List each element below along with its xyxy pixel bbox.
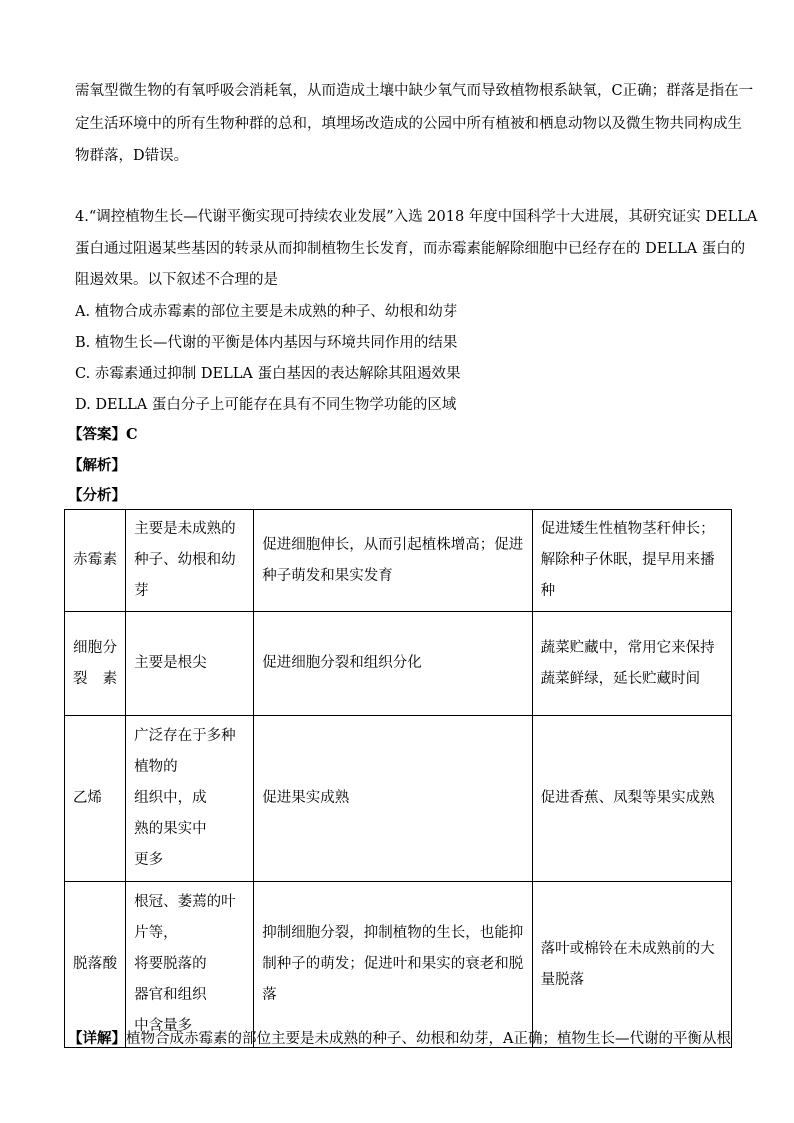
table-row [65,716,732,882]
synthesis-site [126,882,254,1048]
detail-paragraph [68,1029,731,1049]
site-line: 更多 [134,852,164,868]
hormone-name: 细胞分裂素 [65,612,126,716]
hormone-name: 赤霉素 [65,510,126,612]
main-function: 促进细胞分裂和组织分化 [254,612,532,716]
hormone-name: 脱落酸 [65,882,126,1048]
detail-label: 【详解】 [68,1030,126,1047]
site-line: 中含量多 [134,1018,193,1034]
application: 落叶或棉铃在未成熟前的大量脱落 [532,882,731,1048]
intro-line-2: 定生活环境中的所有生物种群的总和，填埋场改造成的公园中所有植被和栖息动物以及微生物共同构成生 [75,116,742,132]
synthesis-site: 主要是未成熟的种子、幼根和幼芽 [126,510,254,612]
site-line: 广泛存在于多种植物的 [134,728,236,775]
detail-text: 植物合成赤霉素的部位主要是未成熟的种子、幼根和幼芽，A正确；植物生长—代谢的平衡从根 [126,1031,731,1047]
site-line: 将要脱落的 [134,956,207,972]
hormone-name: 乙烯 [65,716,126,882]
table-row [65,510,732,612]
main-function: 促进细胞伸长，从而引起植株增高；促进种子萌发和果实发育 [254,510,532,612]
option-d: D. DELLA 蛋白分子上可能存在具有不同生物学功能的区域 [75,397,457,413]
answer-label: 【答案】C [68,426,138,443]
intro-line-3: 物群落，D错误。 [75,148,189,164]
question-stem-line-3: 阻遏效果。以下叙述不合理的是 [75,272,278,288]
site-line: 熟的果实中 [134,821,207,837]
breakdown-label: 【分析】 [68,487,126,504]
application: 促进香蕉、凤梨等果实成熟 [532,716,731,882]
site-line: 器官和组织 [134,987,207,1003]
analysis-label: 【解析】 [68,457,126,474]
intro-line-1: 需氧型微生物的有氧呼吸会消耗氧，从而造成土壤中缺少氧气而导致植物根系缺氧，C正确；群落是指在一 [75,83,754,99]
application: 促进矮生性植物茎秆伸长；解除种子休眠，提早用来播种 [532,510,731,612]
table-row [65,882,732,1048]
synthesis-site: 主要是根尖 [126,612,254,716]
hormone-table [64,509,732,1048]
site-line: 组织中，成 [134,790,207,806]
option-a: A. 植物合成赤霉素的部位主要是未成熟的种子、幼根和幼芽 [75,304,458,320]
site-line: 根冠、萎蔫的叶片等， [134,894,236,941]
question-stem-line-1: 4.“调控植物生长—代谢平衡实现可持续农业发展”入选 2018 年度中国科学十大进展，其研究证实 DELLA [75,209,758,225]
option-c: C. 赤霉素通过抑制 DELLA 蛋白基因的表达解除其阻遏效果 [75,366,461,382]
main-function: 促进果实成熟 [254,716,532,882]
main-function: 抑制细胞分裂，抑制植物的生长，也能抑制种子的萌发；促进叶和果实的衰老和脱落 [254,882,532,1048]
option-b: B. 植物生长—代谢的平衡是体内基因与环境共同作用的结果 [75,335,458,351]
application: 蔬菜贮藏中，常用它来保持蔬菜鲜绿，延长贮藏时间 [532,612,731,716]
question-stem-line-2: 蛋白通过阻遏某些基因的转录从而抑制植物生长发育，而赤霉素能解除细胞中已经存在的 DELLA 蛋白的 [75,241,746,257]
table-row [65,612,732,716]
synthesis-site [126,716,254,882]
